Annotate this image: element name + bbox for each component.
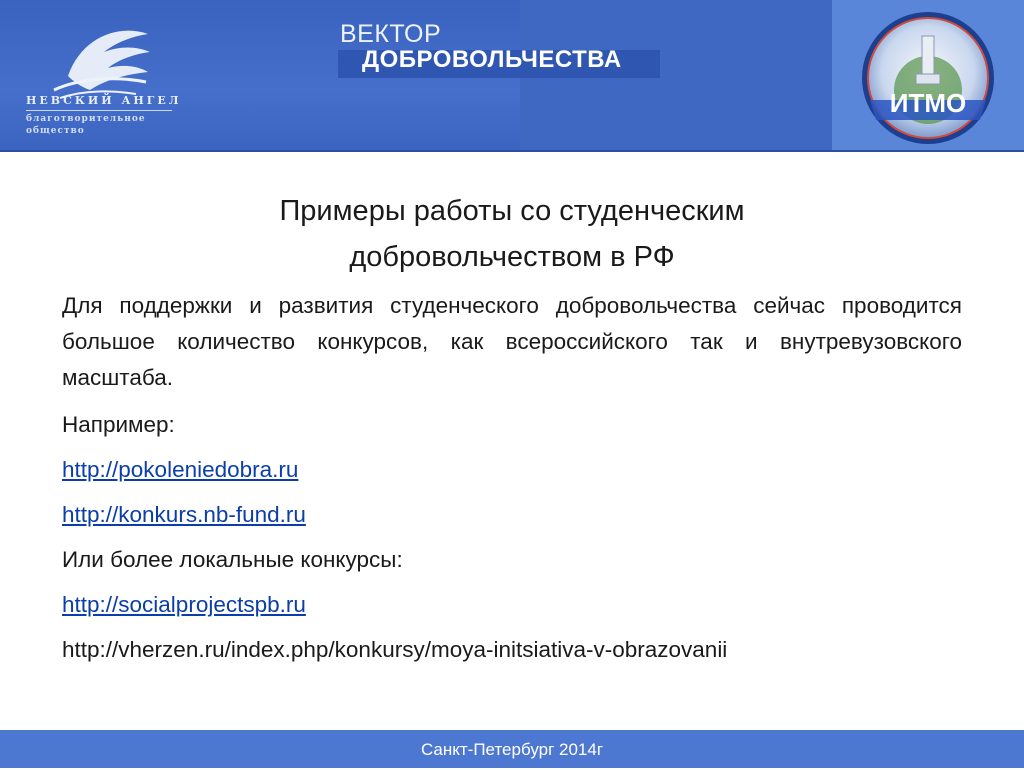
example-label: Например: <box>62 412 175 437</box>
itmo-emblem-text: ИТМО <box>889 88 967 118</box>
nevsky-angel-rule <box>26 110 172 111</box>
link-socialprojectspb[interactable]: http://socialprojectspb.ru <box>62 592 306 617</box>
slide-title-line2: добровольчеством в РФ <box>349 241 675 273</box>
itmo-emblem-icon <box>860 10 996 146</box>
header-divider <box>0 150 1024 152</box>
header-banner <box>0 0 1024 152</box>
slide-body <box>62 288 962 666</box>
footer-bar <box>0 730 1024 768</box>
slide-title-line1: Примеры работы со студенческим <box>279 195 745 227</box>
intro-paragraph: Для поддержки и развития студенческого добровольчества сейчас проводится большое количество конкурсов, как всероссийского так и внутревузовского масштаба. <box>62 293 962 390</box>
slide-title <box>62 188 962 280</box>
footer-text: Санкт-Петербург 2014г <box>420 740 604 759</box>
nevsky-angel-title: НЕВСКИЙ АНГЕЛ <box>26 94 182 107</box>
url-vherzen: http://vherzen.ru/index.php/konkursy/moya-initsiativa-v-obrazovanii <box>62 637 728 662</box>
local-contests-label: Или более локальные конкурсы: <box>62 547 403 572</box>
nevsky-angel-subtitle-line2: общество <box>26 126 85 136</box>
vektor-logo-line1: ВЕКТОР <box>340 20 442 48</box>
nevsky-angel-subtitle-line1: благотворительное <box>26 114 146 124</box>
link-konkurs-nb-fund[interactable]: http://konkurs.nb-fund.ru <box>62 502 306 527</box>
link-pokoleniedobra[interactable]: http://pokoleniedobra.ru <box>62 457 299 482</box>
vektor-logo-line2: ДОБРОВОЛЬЧЕСТВА <box>362 46 622 73</box>
